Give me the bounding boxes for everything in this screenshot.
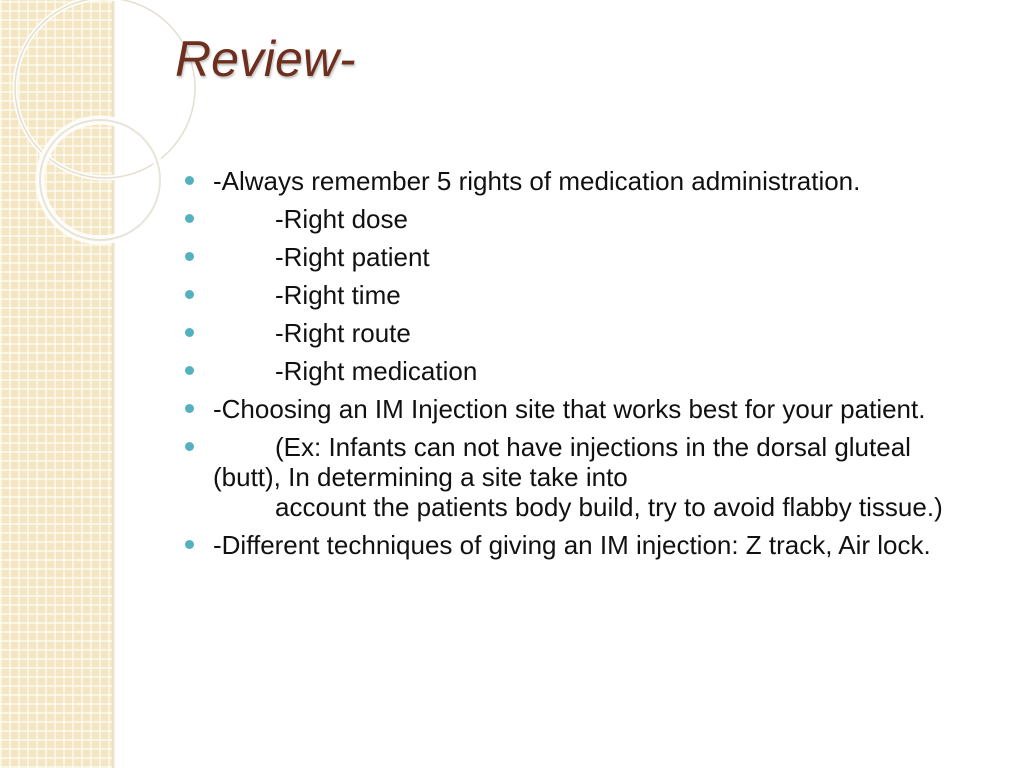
bullet-dot-icon [185, 176, 194, 185]
bullet-item [185, 356, 985, 386]
bullet-text: -Right medication [275, 356, 478, 386]
bullet-list [185, 166, 985, 568]
bullet-item [185, 280, 985, 310]
bullet-item [185, 242, 985, 272]
bullet-item [185, 394, 985, 424]
bullet-text: -Different techniques of giving an IM injection: Z track, Air lock. [213, 530, 931, 560]
bullet-dot-icon [185, 442, 194, 451]
bullet-item [185, 318, 985, 348]
bullet-item [185, 166, 985, 196]
bullet-text: (Ex: Infants can not have injections in the dorsal gluteal (butt), In determining a site take into [213, 432, 911, 492]
slide-title: Review- [175, 31, 356, 87]
bullet-dot-icon [185, 328, 194, 337]
bullet-text: -Always remember 5 rights of medication administration. [213, 166, 861, 196]
bullet-text: -Right time [275, 280, 401, 310]
bullet-text: -Right dose [275, 204, 408, 234]
bullet-item [185, 530, 985, 560]
side-band-edge [112, 0, 115, 768]
bullet-text: -Right route [275, 318, 411, 348]
bullet-item [185, 204, 985, 234]
bullet-dot-icon [185, 404, 194, 413]
bullet-text: -Right patient [275, 242, 430, 272]
bullet-dot-icon [185, 214, 194, 223]
bullet-item [185, 432, 985, 522]
bullet-dot-icon [185, 290, 194, 299]
bullet-dot-icon [185, 252, 194, 261]
side-pattern-band [0, 0, 112, 768]
bullet-dot-icon [185, 540, 194, 549]
bullet-text: -Choosing an IM Injection site that works best for your patient. [213, 394, 926, 424]
bullet-text-continued: account the patients body build, try to avoid flabby tissue.) [275, 492, 943, 522]
bullet-dot-icon [185, 366, 194, 375]
